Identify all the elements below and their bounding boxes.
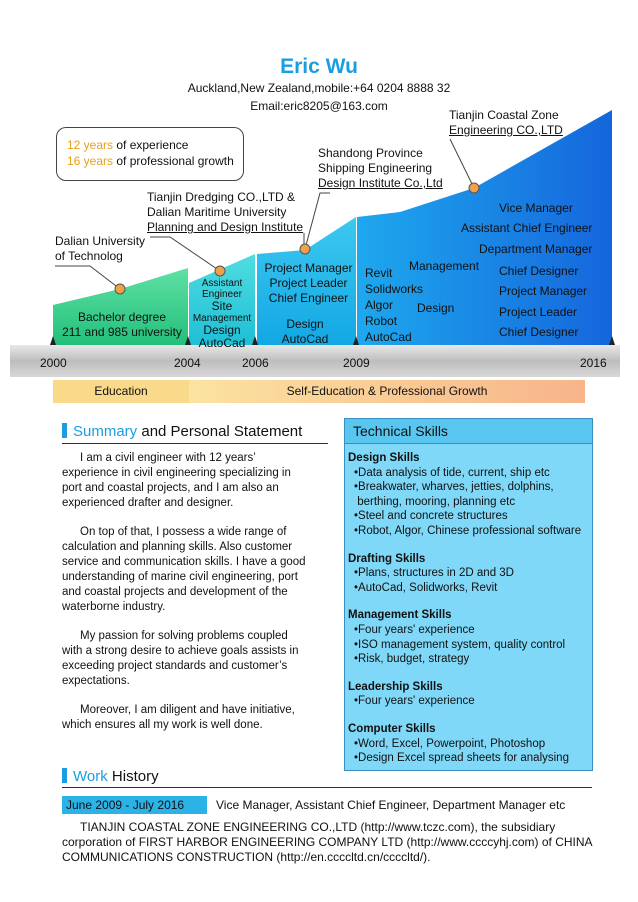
coastal-role-5: Project Manager	[499, 284, 588, 298]
callout-shandong	[318, 146, 443, 191]
years-experience: 12 years	[67, 138, 114, 152]
skill-item: •Word, Excel, Powerpoint, Photoshop	[354, 737, 546, 750]
skill-item: •Data analysis of tide, current, ship etc	[354, 466, 550, 479]
project-manager-label	[259, 261, 358, 306]
skill-item: •Steel and concrete structures	[354, 510, 508, 523]
work-heading-accent: Work	[73, 768, 108, 785]
callout-dredging-line1: Tianjin Dredging CO.,LTD &	[147, 190, 296, 204]
education-band: Education	[53, 380, 189, 403]
tool-autocad: AutoCad	[365, 330, 412, 344]
skill-item: •ISO management system, quality control	[354, 638, 566, 651]
assistant-engineer-label	[189, 278, 255, 350]
summary-paragraph-3: My passion for solving problems coupled with a strong desire to achieve goals assists in exceeding project standards and customer’s expectations.	[62, 630, 299, 687]
callout-shandong-line2: Shipping Engineering	[318, 161, 433, 175]
callout-dalian	[55, 234, 145, 264]
pm-role-2: Project Leader	[269, 276, 348, 290]
callout-tianjin-coastal	[449, 108, 563, 138]
skill-item: •Plans, structures in 2D and 3D	[354, 567, 514, 580]
pm-autocad: AutoCad	[281, 332, 329, 346]
work-roles: Vice Manager, Assistant Chief Engineer, Department Manager etc	[216, 798, 566, 812]
years-growth: 16 years	[67, 154, 114, 168]
pm-role-1: Project Manager	[264, 261, 353, 275]
self-education-band: Self-Education & Professional Growth	[189, 380, 585, 403]
coastal-role-3: Department Manager	[479, 242, 593, 256]
technical-skills-title: Technical Skills	[345, 419, 592, 444]
year-2000: 2000	[40, 356, 67, 370]
skill-group-title: Drafting Skills	[348, 552, 426, 565]
coastal-role-6: Project Leader	[499, 305, 578, 319]
skill-item: •Design Excel spread sheets for analysing	[354, 752, 569, 765]
tool-solidworks: Solidworks	[365, 282, 424, 296]
assistant-site: Site	[211, 299, 233, 313]
callout-shandong-line1: Shandong Province	[318, 146, 423, 160]
work-description: TIANJIN COASTAL ZONE ENGINEERING CO.,LTD (http://www.tczc.com), the subsidiary corporation of FIRST HARBOR ENGINEERING COMPANY LTD (http://www.ccccyhj.com) of CHINA COMMUNICATIONS CONSTRUCTION (http://en.ccccltd.cn/ccccltd/).	[62, 820, 592, 864]
summary-heading-accent: Summary	[73, 423, 138, 440]
heading-bar-icon	[62, 423, 67, 438]
resume-name: Eric Wu	[280, 55, 358, 78]
callout-coastal-line1: Tianjin Coastal Zone	[449, 108, 559, 122]
coastal-management: Management	[409, 259, 480, 273]
milestone-tianjin-coastal	[469, 183, 479, 193]
milestone-shandong	[300, 244, 310, 254]
summary-paragraph-4: Moreover, I am diligent and have initiative, which ensures all my work is well done.	[62, 704, 295, 731]
milestone-tianjin-dredging	[215, 266, 225, 276]
pm-tools-label	[259, 317, 351, 347]
pm-role-3: Chief Engineer	[268, 291, 349, 305]
year-2016: 2016	[580, 356, 607, 370]
callout-dredging-line2: Dalian Maritime University	[147, 205, 287, 219]
coastal-role-1: Vice Manager	[499, 201, 573, 215]
work-history-heading	[62, 768, 159, 786]
contact-email: Email:eric8205@163.com	[250, 99, 388, 113]
heading-bar-icon	[62, 768, 67, 783]
skill-item: •Robot, Algor, Chinese professional software	[354, 524, 582, 537]
work-heading-rest: History	[107, 768, 159, 785]
summary-heading-rest: and Personal Statement	[137, 423, 303, 440]
university-type: 211 and 985 university	[62, 325, 182, 339]
tool-robot: Robot	[365, 314, 398, 328]
milestone-dalian	[115, 284, 125, 294]
pm-design: Design	[286, 317, 324, 331]
technical-skills-box	[344, 418, 593, 771]
tool-revit: Revit	[365, 266, 393, 280]
callout-dredging-line3: Planning and Design Institute	[147, 220, 304, 234]
assistant-line1: Assistant	[201, 278, 243, 289]
summary-divider	[62, 443, 328, 444]
coastal-tools-label	[365, 265, 423, 345]
summary-paragraph-2: On top of that, I possess a wide range of calculation and planning skills. Also customer service and communication skills. I have a good understanding of marine civil engineering, port and coastal projects and development of the waterborne industry.	[62, 526, 306, 613]
tool-algor: Algor	[365, 298, 394, 312]
experience-text: of experience	[113, 138, 189, 152]
skill-group-title: Computer Skills	[348, 722, 436, 735]
summary-paragraph-1: I am a civil engineer with 12 years’ experience in civil engineering specializing in port and coastal projects, and I am also an experienced drafter and designer.	[62, 452, 291, 509]
work-date: June 2009 - July 2016	[62, 796, 207, 814]
timeline-axis	[10, 345, 620, 377]
skill-group-title: Leadership Skills	[348, 680, 443, 693]
callout-dalian-line1: Dalian University	[55, 234, 146, 248]
contact-address: Auckland,New Zealand,mobile:+64 0204 8888 32	[187, 81, 451, 95]
work-divider	[62, 787, 592, 788]
callout-shandong-line3: Design Institute Co.,Ltd	[318, 176, 443, 190]
coastal-design: Design	[417, 301, 455, 315]
coastal-role-2: Assistant Chief Engineer	[461, 221, 593, 235]
growth-text: of professional growth	[113, 154, 234, 168]
skill-group-title: Design Skills	[348, 452, 420, 464]
skill-item: •Four years' experience	[354, 623, 475, 636]
coastal-role-4: Chief Designer	[499, 264, 579, 278]
year-2004: 2004	[174, 356, 201, 370]
education-label	[56, 310, 188, 340]
summary-heading	[62, 423, 302, 441]
technical-skills-body	[345, 444, 592, 766]
coastal-role-7: Chief Designer	[499, 325, 579, 339]
summary-body	[62, 451, 310, 747]
skill-item: •Breakwater, wharves, jetties, dolphins,	[354, 481, 554, 494]
callout-tianjin-dredging	[147, 190, 303, 235]
callout-dalian-line2: of Technolog	[55, 249, 123, 263]
skill-item: berthing, mooring, planning etc	[354, 495, 516, 508]
bachelor-degree: Bachelor degree	[77, 310, 167, 324]
assistant-line2: Engineer	[201, 289, 243, 300]
skill-item: •AutoCad, Solidworks, Revit	[354, 581, 498, 594]
assistant-design: Design	[203, 323, 241, 337]
assistant-management: Management	[192, 313, 252, 324]
callout-coastal-line2: Engineering CO.,LTD	[449, 123, 563, 137]
year-2006: 2006	[242, 356, 269, 370]
skill-item: •Risk, budget, strategy	[354, 653, 470, 666]
year-2009: 2009	[343, 356, 370, 370]
skill-group-title: Management Skills	[348, 609, 452, 622]
skill-item: •Four years' experience	[354, 695, 475, 708]
assistant-autocad: AutoCad	[198, 336, 246, 350]
